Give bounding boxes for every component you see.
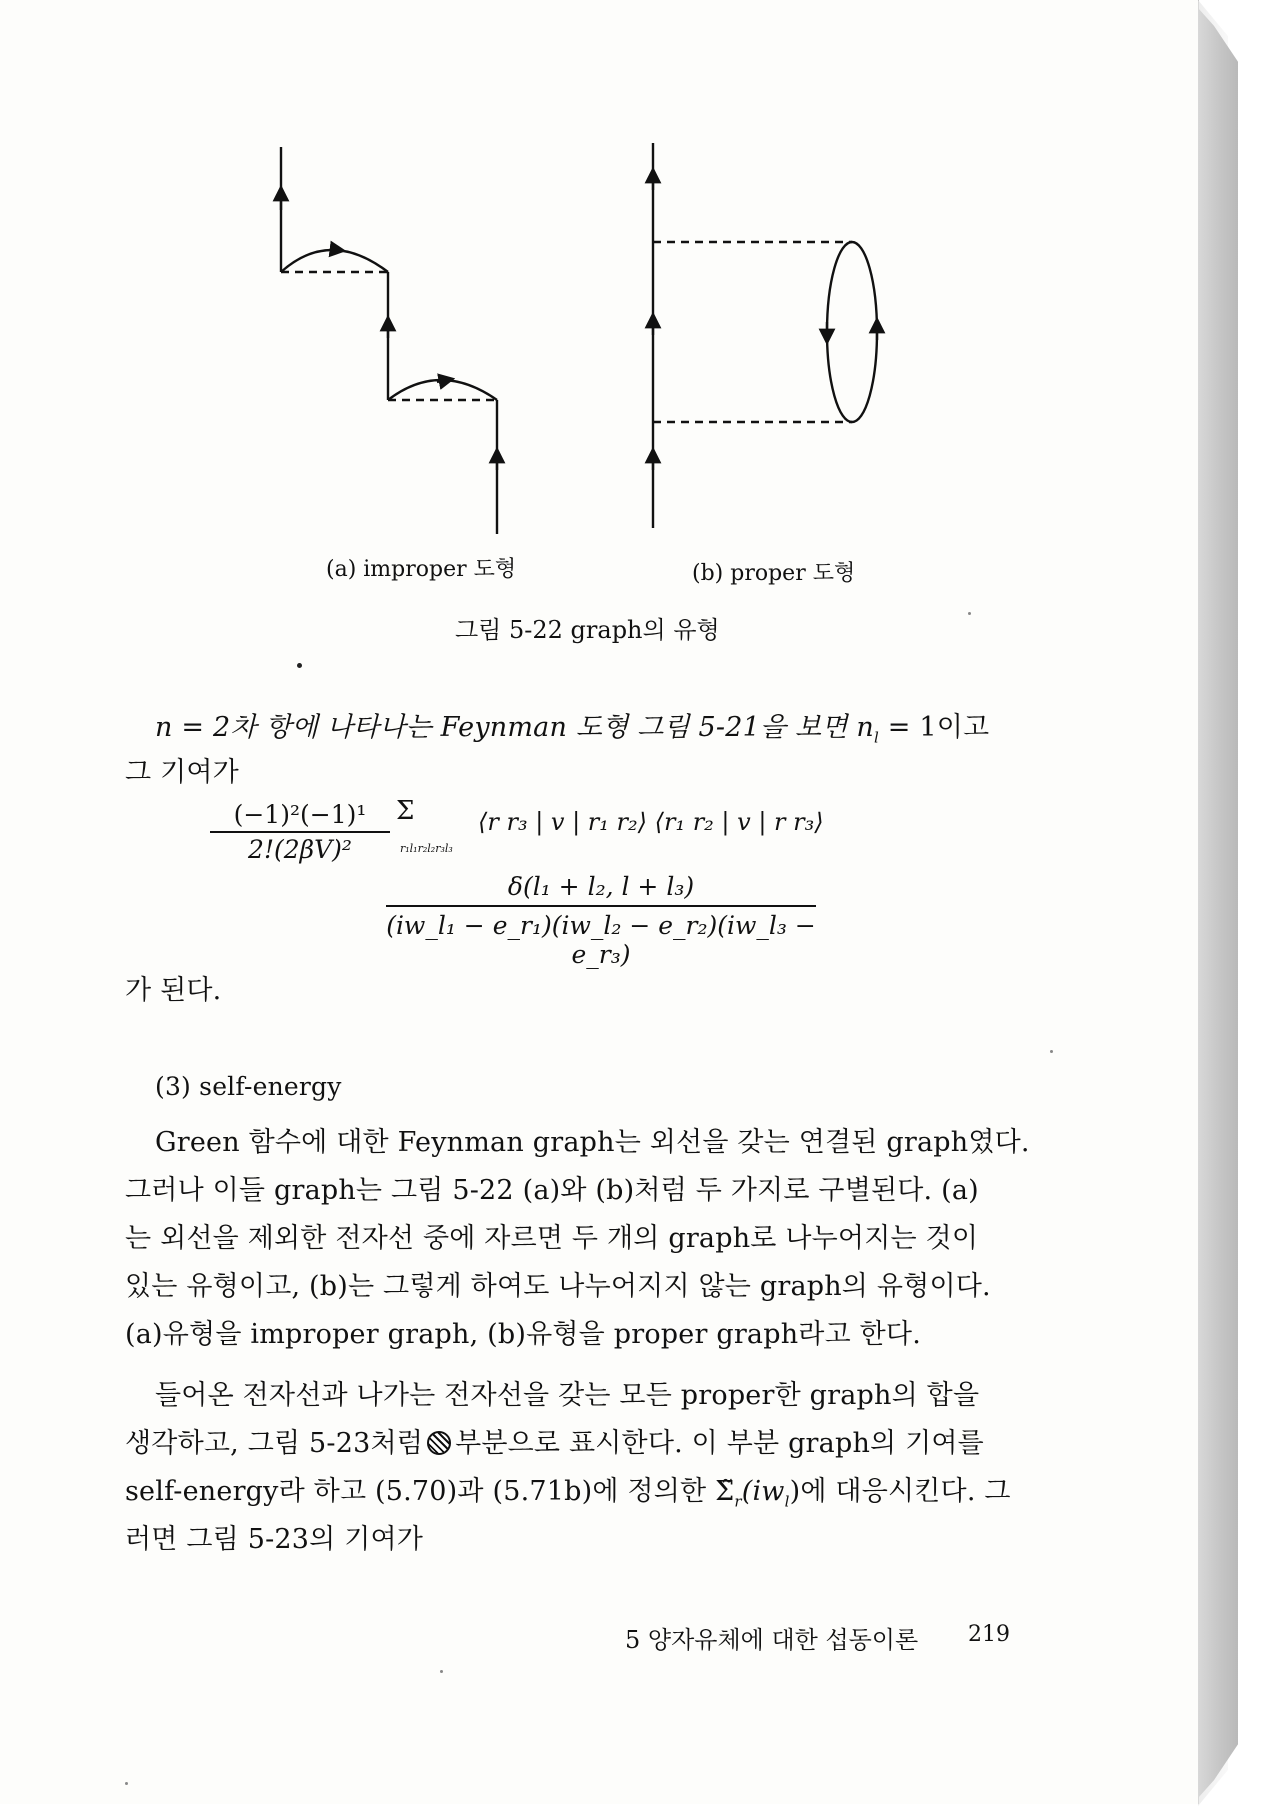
propagator-fraction — [386, 872, 816, 969]
para2-line1: 들어온 전자선과 나가는 전자선을 갖는 모든 proper한 graph의 합을 — [155, 1380, 980, 1411]
caption-b: (b) proper 도형 — [692, 561, 856, 586]
speck — [125, 1782, 128, 1785]
page-number: 219 — [968, 1622, 1010, 1647]
section-heading: (3) self-energy — [155, 1072, 342, 1101]
coef-numerator: (−1)²(−1)¹ — [210, 800, 390, 833]
sum-index: r₁l₁r₂l₂r₃l₃ — [400, 842, 453, 855]
para1-line5: (a)유형을 improper graph, (b)유형을 proper graph라고 한다. — [125, 1319, 921, 1350]
speck — [968, 612, 971, 615]
speck — [440, 1670, 443, 1673]
para1-line4: 있는 유형이고, (b)는 그렇게 하여도 나누어지지 않는 graph의 유형이다. — [125, 1271, 991, 1302]
propagator-denominator: (iw_l₁ − e_r₁)(iw_l₂ − e_r₂)(iw_l₃ − e_r₃) — [386, 911, 816, 969]
formula-block — [210, 796, 870, 970]
body-line-3: 가 된다. — [125, 975, 222, 1006]
proper-diagram — [653, 143, 877, 528]
caption-a: (a) improper 도형 — [326, 557, 517, 582]
body-line-1: n = 2차 항에 나타나는 Feynman 도형 그림 5-21을 보면 $n_l = 1$이고 — [155, 712, 990, 747]
speck — [1050, 1050, 1053, 1053]
matrix-elements: ⟨r r₃ | v | r₁ r₂⟩ ⟨r₁ r₂ | v | r r₃⟩ — [478, 808, 824, 836]
coef-denominator: 2!(2βV)² — [248, 835, 352, 864]
improper-diagram — [281, 147, 497, 534]
para2-line4: 러면 그림 5-23의 기여가 — [125, 1524, 424, 1555]
delta-numerator: δ(l₁ + l₂, l + l₃) — [386, 872, 816, 907]
feynman-diagrams — [0, 0, 1198, 600]
para1-line3: 는 외선을 제외한 전자선 중에 자르면 두 개의 graph로 나누어지는 것이 — [125, 1223, 979, 1254]
figure-title: 그림 5-22 graph의 유형 — [455, 616, 720, 644]
running-footer: 5 양자유체에 대한 섭동이론 — [625, 1626, 919, 1654]
sum-symbol: Σ — [396, 796, 415, 826]
stray-dot — [297, 663, 302, 668]
body-line-2: 그 기여가 — [125, 757, 239, 788]
para2-line2: 생각하고, 그림 5-23처럼 부분으로 표시한다. 이 부분 graph의 기여를 — [125, 1428, 984, 1459]
coefficient-fraction — [210, 800, 390, 864]
para1-line2: 그러나 이들 graph는 그림 5-22 (a)와 (b)처럼 두 가지로 구별된다. (a) — [125, 1175, 979, 1206]
hatched-circle-icon — [427, 1431, 451, 1455]
para1-line1: Green 함수에 대한 Feynman graph는 외선을 갖는 연결된 graph였다. — [155, 1127, 1030, 1158]
book-edge — [1198, 8, 1238, 1798]
para2-line3: self-energy라 하고 (5.70)과 (5.71b)에 정의한 $\Sigmã_r(iw_l)$에 대응시킨다. 그 — [125, 1476, 1011, 1511]
